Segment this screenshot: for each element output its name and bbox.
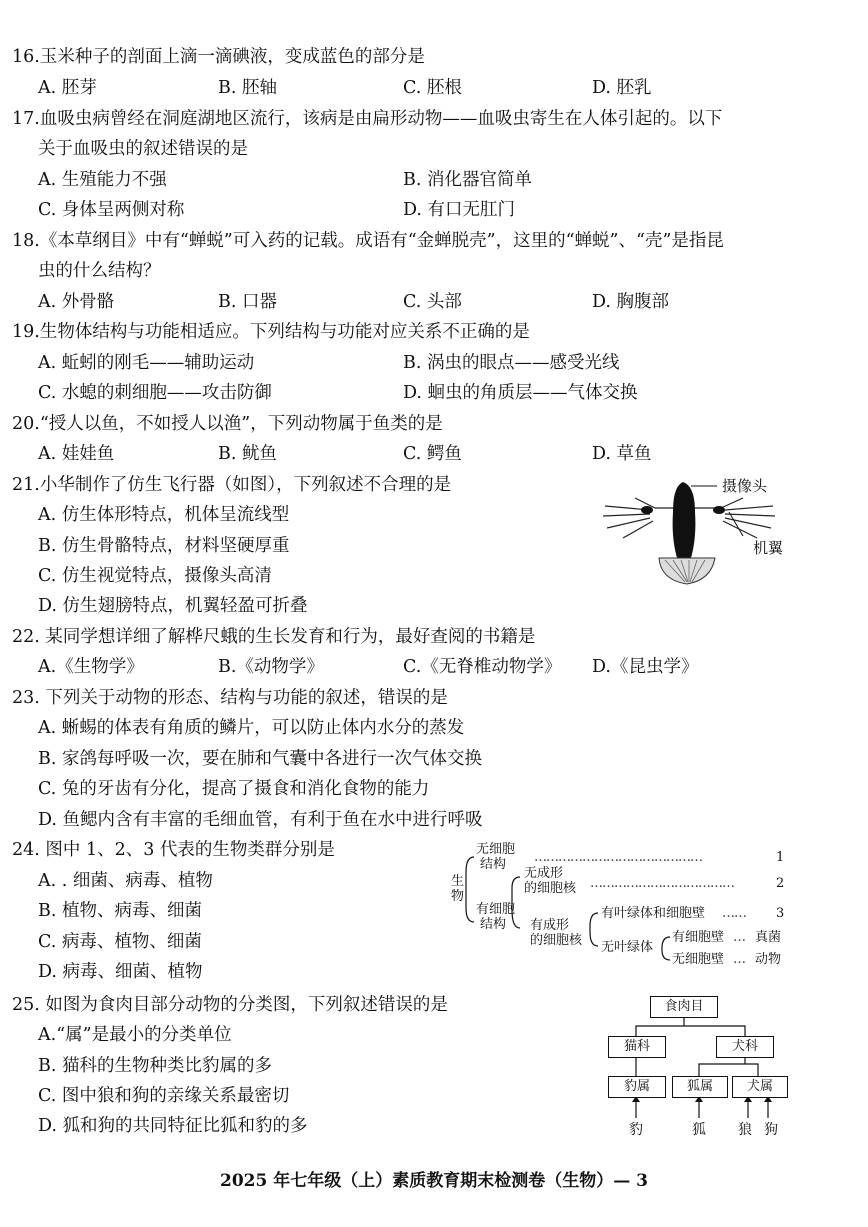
q22-stem: 22. 某同学想详细了解桦尺蛾的生长发育和行为，最好查阅的书籍是 — [12, 627, 536, 647]
q18-option-a: A. 外骨骼 — [38, 292, 115, 312]
group-number-2: 2 — [776, 876, 785, 891]
page-footer: 2025 年七年级（上）素质教育期末检测卷（生物）— 3 — [220, 1171, 648, 1191]
q18-option-c: C. 头部 — [403, 292, 462, 312]
q18-option-b: B. 口器 — [218, 292, 277, 312]
q20-option-b: B. 鱿鱼 — [218, 444, 277, 464]
species-leopard: 豹 — [629, 1122, 643, 1138]
q24-option-a: A. . 细菌、病毒、植物 — [38, 871, 213, 891]
dots-3: …… — [722, 906, 746, 921]
q23-stem: 23. 下列关于动物的形态、结构与功能的叙述，错误的是 — [12, 688, 448, 708]
family-canidae-box: 犬科 — [716, 1036, 774, 1058]
q16-option-a: A. 胚芽 — [38, 78, 97, 98]
group-number-3: 3 — [776, 906, 785, 921]
species-wolf: 狼 — [738, 1122, 752, 1138]
nucleus-1: 有成形 — [530, 918, 570, 933]
q21-option-d: D. 仿生翅膀特点，机翼轻盈可折叠 — [38, 596, 308, 616]
q20-option-d: D. 草鱼 — [592, 444, 652, 464]
has-chloroplast: 有叶绿体和细胞壁 — [601, 906, 706, 921]
q22-option-a: A.《生物学》 — [38, 657, 144, 677]
camera-label: 摄像头 — [722, 477, 768, 495]
q17-stem-2: 关于血吸虫的叙述错误的是 — [38, 139, 248, 159]
q25-option-c: C. 图中狼和狗的亲缘关系最密切 — [38, 1086, 290, 1106]
q23-option-b: B. 家鸽每呼吸一次，要在肺和气囊中各进行一次气体交换 — [38, 749, 482, 769]
animal-label: 动物 — [755, 952, 782, 967]
q17-option-c: C. 身体呈两侧对称 — [38, 200, 185, 220]
wing-label: 机翼 — [753, 539, 784, 557]
q19-option-c: C. 水螅的刺细胞——攻击防御 — [38, 383, 272, 403]
q20-stem: 20.“授人以鱼，不如授人以渔”，下列动物属于鱼类的是 — [12, 414, 443, 434]
q19-option-a: A. 蚯蚓的刚毛——辅助运动 — [38, 353, 255, 373]
bracket-root-2: 物 — [451, 889, 465, 904]
q20-option-a: A. 娃娃鱼 — [38, 444, 115, 464]
genus-panthera-box: 豹属 — [608, 1076, 666, 1098]
q17-option-b: B. 消化器官简单 — [403, 170, 532, 190]
q25-option-a: A.“属”是最小的分类单位 — [38, 1025, 232, 1045]
q22-option-c: C.《无脊椎动物学》 — [403, 657, 562, 677]
q19-stem: 19.生物体结构与功能相适应。下列结构与功能对应关系不正确的是 — [12, 322, 530, 342]
q19-option-d: D. 蛔虫的角质层——气体交换 — [403, 383, 638, 403]
species-dog: 狗 — [764, 1122, 778, 1138]
q25-stem: 25. 如图为食肉目部分动物的分类图，下列叙述错误的是 — [12, 995, 448, 1015]
q19-option-b: B. 涡虫的眼点——感受光线 — [403, 353, 620, 373]
dots-1: …………………………………… — [534, 850, 702, 865]
q20-option-c: C. 鳄鱼 — [403, 444, 462, 464]
q24-option-c: C. 病毒、植物、细菌 — [38, 932, 202, 952]
no-cell-wall: 无细胞壁 — [672, 952, 725, 967]
q21-stem: 21.小华制作了仿生飞行器（如图），下列叙述不合理的是 — [12, 475, 452, 495]
bracket-root-1: 生 — [451, 874, 465, 889]
cell-structure-2: 结构 — [480, 917, 507, 932]
q18-option-d: D. 胸腹部 — [592, 292, 670, 312]
exam-page: 16.玉米种子的剖面上滴一滴碘液，变成蓝色的部分是 A. 胚芽 B. 胚轴 C. 胚根 D. 胚乳 17.血吸虫病曾经在洞庭湖地区流行，该病是由扁形动物——血吸虫寄生在人体引起的。以下 关于血吸虫的叙述错误的是 A. 生殖能力不强 B. 消化器官简单 C. 身体呈两侧对称 D. 有口无肛门 18.《本草纲目》中有“蝉蜕”可入药的记载。成语有“金蝉脱壳”，这里的“蝉蜕”、“壳”是指昆 虫的什么结构？ A. 外骨骼 B. 口器 C. 头部 D. 胸腹部 19.生物体结构与功能相适应。下列结构与功能对应关系不正确的是 A. 蚯蚓的刚毛——辅助运动 B. 涡虫的眼点——感受光线 C. 水螅的刺细胞——攻击防御 D. 蛔虫的角质层——气体交换 20.“授人以鱼，不如授人以渔”，下列动物属于鱼类的是 A. 娃娃鱼 B. 鱿鱼 C. 鳄鱼 D. 草鱼 21.小华制作了仿生飞行器（如图），下列叙述不合理的是 A. 仿生体形特点，机体呈流线型 B. 仿生骨骼特点，材料坚硬厚重 C. 仿生视觉特点，摄像头高清 D. 仿生翅膀特点，机翼轻盈可折叠 摄像头 机翼 22. 某同学想详细了解桦尺蛾的生长发育和行为，最好查阅的书籍是 A.《生物学》 B.《动物学》 C.《无脊椎动物学》 D.《昆虫学》 23. 下列关于动物的形态、结构与功能的叙述，错误的是 A. 蜥蜴的体表有角质的鳞片，可以防止体内水分的蒸发 B. 家鸽每呼吸一次，要在肺和气囊中各进行一次气体交换 C. 兔的牙齿有分化，提高了摄食和消化食物的能力 D. 鱼鳃内含有丰富的毛细血管，有利于鱼在水中进行呼吸 24. 图中 1、2、3 代表的生物类群分别是 A. . 细菌、病毒、植物 B. 植物、病毒、细菌 C. 病毒、植物、细菌 D. 病毒、细菌、植物 生 物 无细胞 结构 …………………………………… 1 有细胞 结构 无成形 的细胞核 ……………………………… 2 有成形 的细胞核 有叶绿体和细胞壁 …… 3 无叶绿体 有细胞壁 … 真菌 无细胞壁 … 动物 25. 如图为食肉目部分动物的分类图，下列叙述错误的是 A.“属”是最小的分类单位 B. 猫科的生物种类比豹属的多 C. 图中狼和狗的亲缘关系最密切 D. 狐和狗的共同特征比狐和豹的多 食肉目 猫科 犬科 豹属 狐属 犬属 豹 狐 狼 狗 2025 年七年级（上）素质教育期末检测卷（生物）— 3 — [0, 0, 868, 1227]
dots-2: ……………………………… — [590, 876, 734, 891]
has-cell-wall: 有细胞壁 — [672, 930, 725, 945]
cell-structure-1: 有细胞 — [476, 902, 516, 917]
q25-option-b: B. 猫科的生物种类比豹属的多 — [38, 1056, 272, 1076]
q16-option-c: C. 胚根 — [403, 78, 462, 98]
q21-option-b: B. 仿生骨骼特点，材料坚硬厚重 — [38, 536, 290, 556]
order-carnivora-box: 食肉目 — [650, 996, 718, 1018]
q24-stem: 24. 图中 1、2、3 代表的生物类群分别是 — [12, 840, 335, 860]
family-felidae-box: 猫科 — [608, 1036, 666, 1058]
q18-stem-1: 18.《本草纲目》中有“蝉蜕”可入药的记载。成语有“金蝉脱壳”，这里的“蝉蜕”、“壳”是指昆 — [12, 231, 724, 251]
q25-option-d: D. 狐和狗的共同特征比狐和豹的多 — [38, 1116, 308, 1136]
fungi-label: 真菌 — [755, 930, 782, 945]
q24-option-b: B. 植物、病毒、细菌 — [38, 901, 202, 921]
q16-option-d: D. 胚乳 — [592, 78, 652, 98]
group-number-1: 1 — [776, 850, 785, 865]
no-cell-structure-1: 无细胞 — [476, 842, 516, 857]
q16-option-b: B. 胚轴 — [218, 78, 277, 98]
q24-option-d: D. 病毒、细菌、植物 — [38, 962, 203, 982]
q17-option-d: D. 有口无肛门 — [403, 200, 516, 220]
q17-stem-1: 17.血吸虫病曾经在洞庭湖地区流行，该病是由扁形动物——血吸虫寄生在人体引起的。以下 — [12, 109, 723, 129]
q23-option-d: D. 鱼鳃内含有丰富的毛细血管，有利于鱼在水中进行呼吸 — [38, 810, 483, 830]
q22-option-b: B.《动物学》 — [218, 657, 324, 677]
q21-option-c: C. 仿生视觉特点，摄像头高清 — [38, 566, 272, 586]
q17-option-a: A. 生殖能力不强 — [38, 170, 167, 190]
q23-option-a: A. 蜥蜴的体表有角质的鳞片，可以防止体内水分的蒸发 — [38, 718, 465, 738]
genus-vulpes-box: 狐属 — [672, 1076, 728, 1098]
q16-stem: 16.玉米种子的剖面上滴一滴碘液，变成蓝色的部分是 — [12, 47, 425, 67]
q18-stem-2: 虫的什么结构？ — [38, 261, 161, 281]
nucleus-2: 的细胞核 — [530, 933, 583, 948]
no-nucleus-2: 的细胞核 — [524, 881, 577, 896]
no-chloroplast: 无叶绿体 — [601, 940, 654, 955]
q21-option-a: A. 仿生体形特点，机体呈流线型 — [38, 505, 290, 525]
genus-canis-box: 犬属 — [732, 1076, 788, 1098]
no-nucleus-1: 无成形 — [524, 866, 564, 881]
no-cell-structure-2: 结构 — [480, 857, 507, 872]
species-fox: 狐 — [692, 1122, 706, 1138]
q23-option-c: C. 兔的牙齿有分化，提高了摄食和消化食物的能力 — [38, 779, 430, 799]
q22-option-d: D.《昆虫学》 — [592, 657, 699, 677]
